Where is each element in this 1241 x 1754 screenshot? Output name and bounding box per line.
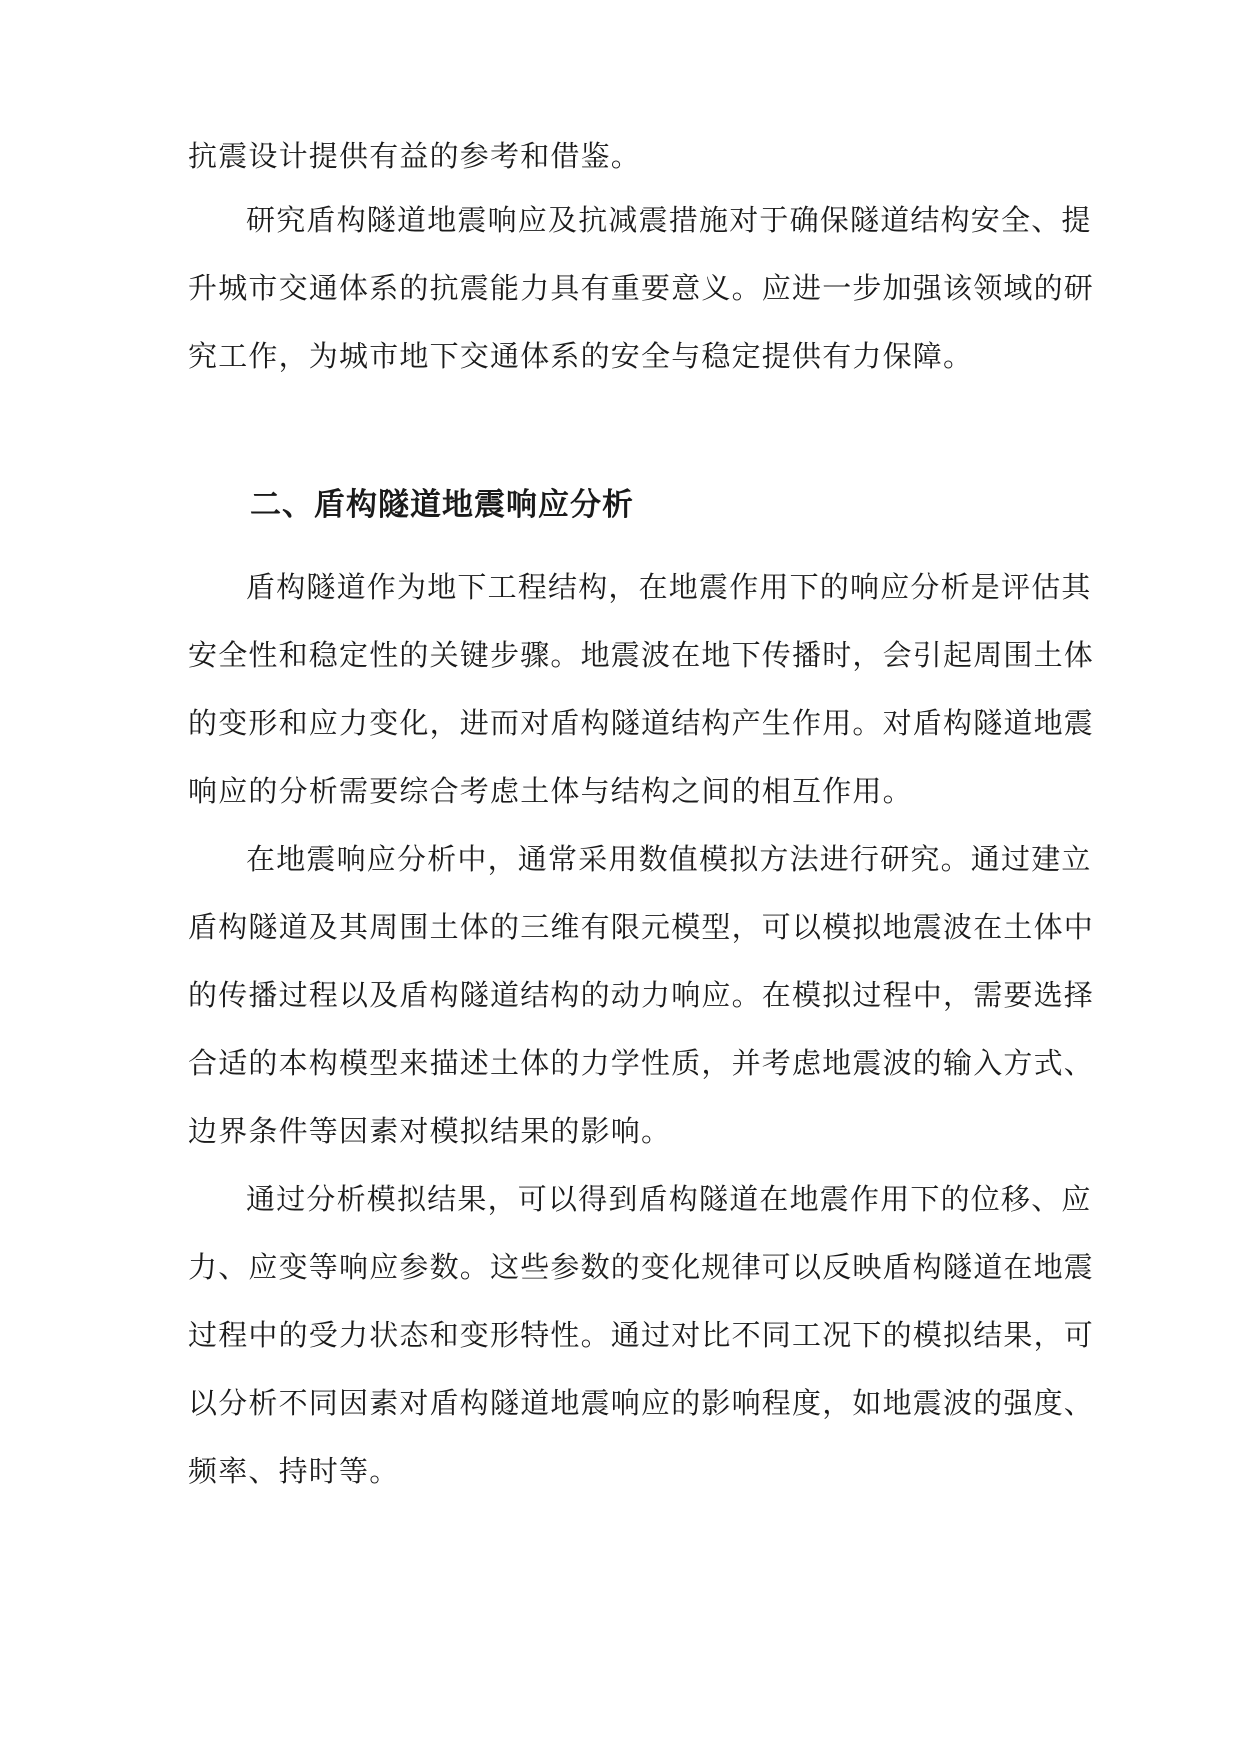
paragraph-line: 边界条件等因素对模拟结果的影响。 [188,1114,672,1148]
paragraph-line: 研究盾构隧道地震响应及抗减震措施对于确保隧道结构安全、提 [246,203,1092,237]
paragraph-line: 盾构隧道作为地下工程结构，在地震作用下的响应分析是评估其 [246,570,1092,604]
paragraph-line: 响应的分析需要综合考虑土体与结构之间的相互作用。 [188,774,913,808]
paragraph-line: 力、应变等响应参数。这些参数的变化规律可以反映盾构隧道在地震 [188,1250,1095,1284]
paragraph-line: 以分析不同因素对盾构隧道地震响应的影响程度，如地震波的强度、 [188,1386,1095,1420]
paragraph-line: 安全性和稳定性的关键步骤。地震波在地下传播时，会引起周围土体 [188,638,1095,672]
section-heading: 二、盾构隧道地震响应分析 [250,487,634,523]
paragraph-line: 的传播过程以及盾构隧道结构的动力响应。在模拟过程中，需要选择 [188,978,1095,1012]
paragraph-line: 究工作，为城市地下交通体系的安全与稳定提供有力保障。 [188,339,974,373]
paragraph-line: 通过分析模拟结果，可以得到盾构隧道在地震作用下的位移、应 [246,1182,1092,1216]
paragraph-line: 频率、持时等。 [188,1454,400,1488]
paragraph-line: 的变形和应力变化，进而对盾构隧道结构产生作用。对盾构隧道地震 [188,706,1095,740]
paragraph-line: 合适的本构模型来描述土体的力学性质，并考虑地震波的输入方式、 [188,1046,1095,1080]
paragraph-line: 抗震设计提供有益的参考和借鉴。 [188,139,642,173]
paragraph-line: 升城市交通体系的抗震能力具有重要意义。应进一步加强该领域的研 [188,271,1095,305]
paragraph-line: 盾构隧道及其周围土体的三维有限元模型，可以模拟地震波在土体中 [188,910,1095,944]
paragraph-line: 过程中的受力状态和变形特性。通过对比不同工况下的模拟结果，可 [188,1318,1095,1352]
paragraph-line: 在地震响应分析中，通常采用数值模拟方法进行研究。通过建立 [246,842,1092,876]
